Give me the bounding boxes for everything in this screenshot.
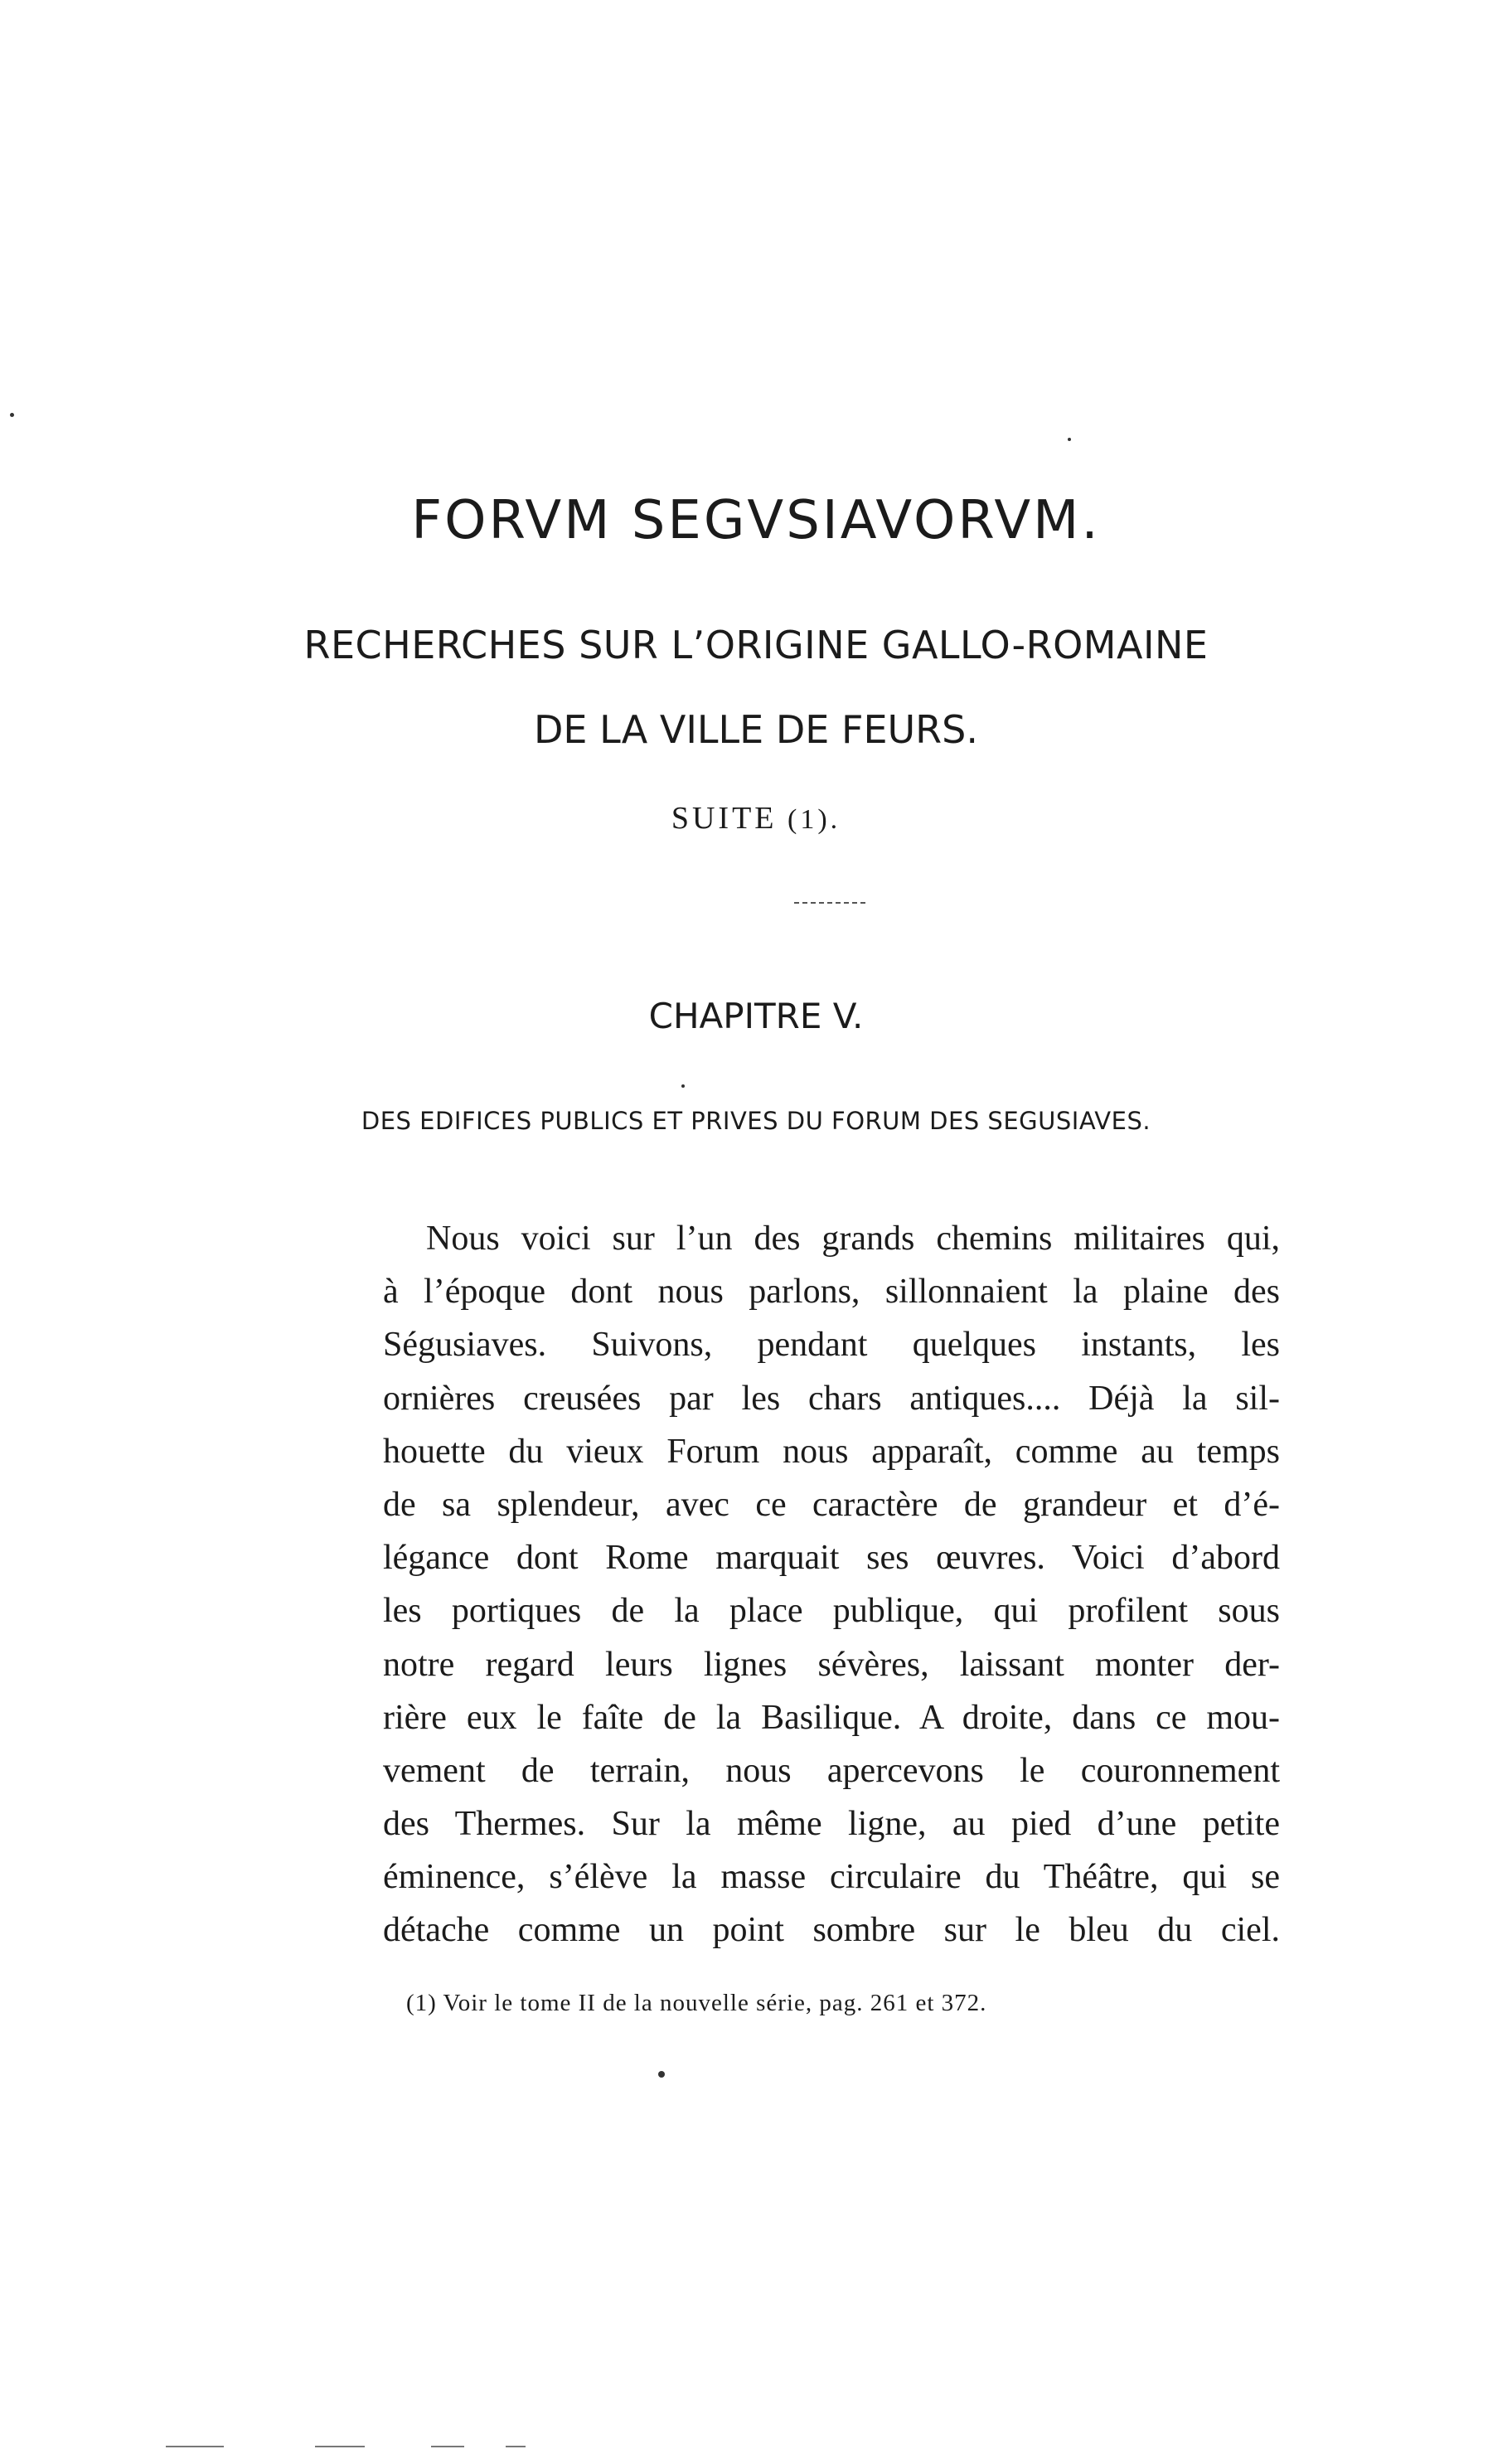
scan-edge-mark bbox=[506, 2446, 526, 2447]
body-line: détache comme un point sombre sur le bleu du ciel. bbox=[383, 1911, 1280, 1950]
body-line: éminence, s’élève la masse circulaire du Théâtre, qui se bbox=[383, 1858, 1280, 1897]
subtitle-line-2: DE LA VILLE DE FEURS. bbox=[534, 707, 978, 752]
scan-speck bbox=[1068, 438, 1071, 441]
scan-speck bbox=[10, 413, 14, 417]
body-line: les portiques de la place publique, qui profilent sous bbox=[383, 1592, 1280, 1631]
page-title: FORVM SEGVSIAVORVM. bbox=[411, 490, 1101, 551]
body-line: houette du vieux Forum nous apparaît, comme au temps bbox=[383, 1432, 1280, 1471]
suite-heading bbox=[0, 798, 1512, 841]
body-line: Ségusiaves. Suivons, pendant quelques instants, les bbox=[383, 1326, 1280, 1365]
scan-speck bbox=[681, 1084, 685, 1088]
body-line: des Thermes. Sur la même ligne, au pied d’une petite bbox=[383, 1805, 1280, 1844]
footnote: (1) Voir le tome II de la nouvelle série, pag. 261 et 372. bbox=[406, 1990, 987, 2016]
body-line: légance dont Rome marquait ses œuvres. Voici d’abord bbox=[383, 1539, 1280, 1578]
body-line: Nous voici sur l’un des grands chemins militaires qui, bbox=[426, 1220, 1280, 1258]
suite-label: SUITE bbox=[671, 801, 778, 836]
body-line: de sa splendeur, avec ce caractère de grandeur et d’é- bbox=[383, 1485, 1280, 1524]
body-paragraph bbox=[383, 1212, 1280, 1957]
suite-ref: (1). bbox=[788, 804, 841, 835]
chapter-subtitle: DES EDIFICES PUBLICS ET PRIVES DU FORUM DES SEGUSIAVES. bbox=[361, 1107, 1151, 1135]
subtitle-line-1: RECHERCHES SUR L’ORIGINE GALLO-ROMAINE bbox=[303, 623, 1209, 667]
body-line: rière eux le faîte de la Basilique. A droite, dans ce mou- bbox=[383, 1698, 1280, 1737]
body-line: à l’époque dont nous parlons, sillonnaient la plaine des bbox=[383, 1273, 1280, 1312]
scan-edge-mark bbox=[315, 2446, 365, 2447]
chapter-title: CHAPITRE V. bbox=[648, 996, 864, 1036]
section-divider bbox=[794, 902, 865, 904]
scan-speck bbox=[658, 2071, 665, 2078]
scan-edge-mark bbox=[166, 2446, 224, 2447]
body-line: vement de terrain, nous apercevons le couronnement bbox=[383, 1751, 1280, 1790]
body-line: ornières creusées par les chars antiques.... Déjà la sil- bbox=[383, 1379, 1280, 1418]
scan-edge-mark bbox=[431, 2446, 464, 2447]
body-line: notre regard leurs lignes sévères, laissant monter der- bbox=[383, 1645, 1280, 1684]
